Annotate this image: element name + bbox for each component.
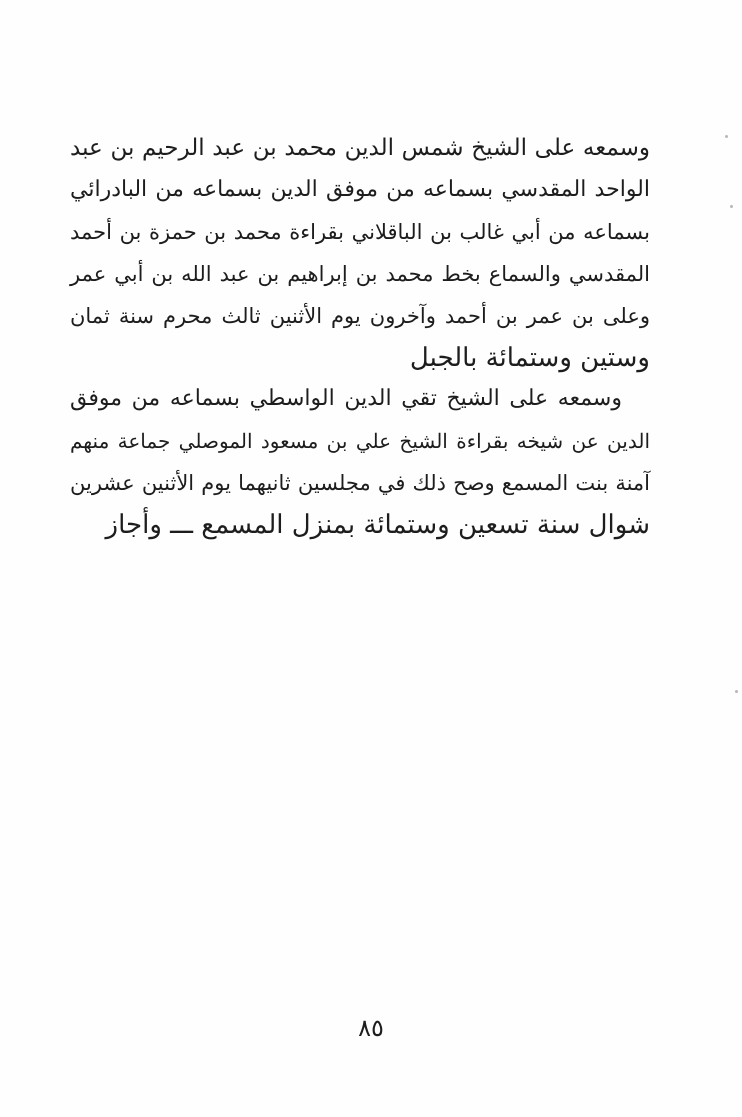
paragraph-1-line-3: بسماعه من أبي غالب بن الباقلاني بقراءة محمد بن حمزة بن أحمد	[70, 220, 650, 244]
scan-speck	[735, 690, 738, 693]
paragraph-2-line-4: شوال سنة تسعين وستمائة بمنزل المسمع ـــ وأجاز	[105, 510, 650, 540]
paragraph-2-line-3: آمنة بنت المسمع وصح ذلك في مجلسين ثانيهما يوم الأثنين عشرين	[70, 471, 650, 495]
paragraph-2-line-2: الدين عن شيخه بقراءة الشيخ علي بن مسعود الموصلي جماعة منهم	[70, 429, 650, 453]
paragraph-2-line-1: وسمعه على الشيخ تقي الدين الواسطي بسماعه من موفق	[70, 386, 622, 411]
paragraph-2	[70, 378, 650, 546]
page-number: ٨٥	[358, 1014, 384, 1042]
paragraph-1-line-5: وعلى بن عمر بن أحمد وآخرون يوم الأثنين ثالث محرم سنة ثمان	[70, 304, 650, 328]
paragraph-1-line-4: المقدسي والسماع بخط محمد بن إبراهيم بن عبد الله بن أبي عمر	[70, 262, 650, 286]
paragraph-1-line-2: الواحد المقدسي بسماعه من موفق الدين بسماعه من البادرائي	[70, 177, 650, 202]
paragraph-1-line-6: وستين وستمائة بالجبل	[409, 343, 650, 373]
paragraph-1-line-1: وسمعه على الشيخ شمس الدين محمد بن عبد الرحيم بن عبد	[70, 135, 650, 161]
scan-speck	[730, 205, 733, 208]
scan-speck	[725, 135, 728, 138]
paragraph-1	[70, 127, 650, 379]
